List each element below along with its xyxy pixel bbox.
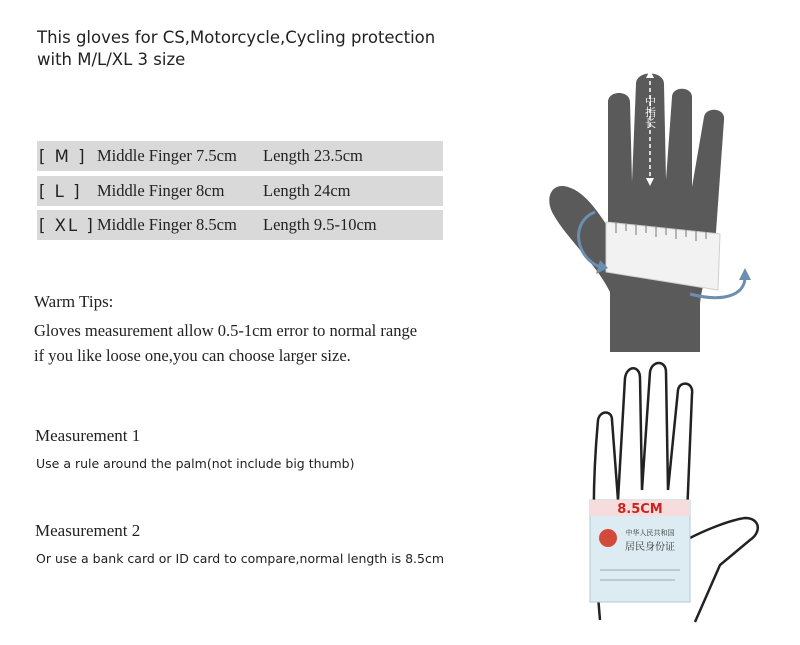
- middle-finger-length: Middle Finger 7.5cm: [97, 146, 237, 165]
- hand-card-illustration: [570, 360, 790, 625]
- size-row-xl: [37, 210, 443, 240]
- finger-length-label: 中指长: [643, 95, 657, 129]
- glove-length: Length 9.5-10cm: [263, 215, 377, 234]
- glove-length: Length 24cm: [263, 181, 351, 200]
- card-title-line-2: 居民身份证: [625, 542, 675, 553]
- card-measure-label: 8.5CM: [617, 502, 663, 517]
- size-label: [ L ]: [39, 181, 82, 201]
- intro-line-1: This gloves for CS,Motorcycle,Cycling protection: [37, 28, 436, 47]
- intro-line-2: with M/L/XL 3 size: [37, 50, 186, 69]
- glove-shape-icon: [549, 74, 724, 353]
- measurement-2-text: Or use a bank card or ID card to compare,normal length is 8.5cm: [36, 551, 444, 566]
- size-row-l: [37, 176, 443, 206]
- card-title-line-1: 中华人民共和国: [625, 529, 675, 537]
- size-row-m: [37, 141, 443, 171]
- national-emblem-icon: [599, 529, 617, 547]
- measurement-2-title: Measurement 2: [35, 521, 141, 540]
- intro-text: [37, 27, 435, 71]
- warm-tips-title: Warm Tips:: [34, 292, 114, 311]
- warm-tips-line-1: Gloves measurement allow 0.5-1cm error to normal range: [34, 321, 418, 340]
- glove-measurement-illustration: [540, 62, 765, 357]
- size-label: [ XL ]: [39, 215, 95, 235]
- middle-finger-length: Middle Finger 8.5cm: [97, 215, 237, 234]
- warm-tips-line-2: if you like loose one,you can choose larger size.: [34, 346, 351, 365]
- middle-finger-length: Middle Finger 8cm: [97, 181, 225, 200]
- glove-length: Length 23.5cm: [263, 146, 363, 165]
- measurement-1-text: Use a rule around the palm(not include big thumb): [36, 456, 355, 471]
- measurement-1-title: Measurement 1: [35, 426, 141, 445]
- size-label: [ M ]: [39, 146, 87, 166]
